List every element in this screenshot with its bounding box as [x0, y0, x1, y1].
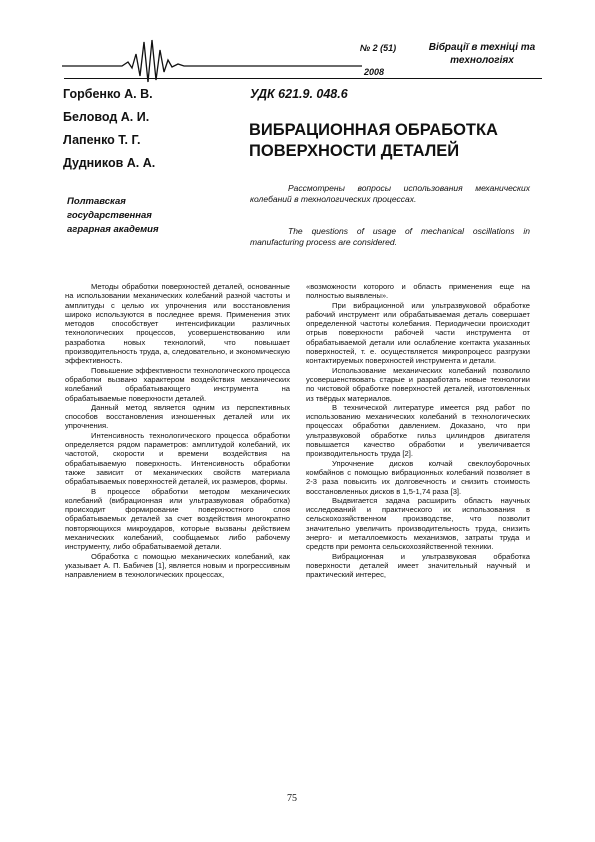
- abstract-russian: Рассмотрены вопросы использования механических колебаний в технологических процессах.: [250, 183, 530, 204]
- paragraph: Упрочнение дисков колчай свеклоуборочных комбайнов с помощью вибрационных колебаний позволяет в 2-3 раза повысить их долговечность и снизить стоимость восстановленных дисков в 1,5-1,74 раза [3].: [306, 458, 530, 496]
- body-column-left: [65, 282, 290, 580]
- paragraph: Интенсивность технологического процесса обработки определяется рядом параметров: амплитудой колебаний, их частотой, скорости и времени воздействия на обрабатываемую поверхность. Интенсивность обработки также зависит от механических свойств материала обрабатываемых поверхностей деталей, их размеров, формы.: [65, 430, 290, 487]
- paragraph: Данный метод является одним из перспективных способов восстановления изношенных деталей или их упрочнения.: [65, 402, 290, 431]
- udk-code: УДК 621.9. 048.6: [250, 87, 348, 101]
- abstract-english: The questions of usage of mechanical oscillations in manufacturing process are considered.: [250, 226, 530, 247]
- paragraph: Методы обработки поверхностей деталей, основанные на использовании механических колебаний разной частоты и амплитуды с целью их упрочнения или восстановления широко используются в последнее время. Применения этих методов способствует интенсификации различных технологических процессов, усовершенствованию или разработка новых технологий, что повышает производительность труда, а, следовательно, и экономическую эффективность.: [65, 282, 290, 366]
- issue-year: 2008: [364, 67, 385, 77]
- paragraph: Повышение эффективности технологического процесса обработки вызвано характером воздействия механических колебаний обрабатывающего инструмента на обрабатываемые поверхности деталей.: [65, 365, 290, 403]
- body-column-right: [306, 282, 530, 580]
- issue-number: № 2 (51): [359, 43, 397, 53]
- article-title: ВИБРАЦИОННАЯ ОБРАБОТКА ПОВЕРХНОСТИ ДЕТАЛЕЙ: [249, 121, 498, 160]
- author: Беловод А. И.: [63, 110, 150, 124]
- paragraph: Обработка с помощью механических колебаний, как указывает А. П. Бабичев [1], является новым и прогрессивным направлением в технологических процессах,: [65, 551, 290, 580]
- paragraph: При вибрационной или ультразвуковой обработке рабочий инструмент или обрабатываемая деталь совершает определенной частоты колебания. Периодически происходит отрыв поверхности рабочей части инструмента от обрабатываемой детали или ослабление контакта указанных поверхностей, т. е. осуществляется микропроцесс разгрузки контактируемых поверхностей инструмента и детали.: [306, 300, 530, 366]
- journal-name: Вібрації в техніці та технологіях: [428, 42, 536, 66]
- paragraph: В технической литературе имеется ряд работ по использованию механических колебаний в технологических процессах обработки давлением. Доказано, что при ультразвуковой обработке гильз цилиндров двигателя повышается качество обработки и увеличивается производительность труда [2].: [306, 402, 530, 459]
- page-number: 75: [287, 793, 297, 804]
- header-rule: [64, 78, 542, 79]
- paragraph: Вибрационная и ультразвуковая обработка поверхности деталей имеет значительный научный и практический интерес,: [306, 551, 530, 580]
- author: Лапенко Т. Г.: [63, 133, 141, 147]
- paragraph: Использование механических колебаний позволило усовершенствовать старые и разработать новые технологии по чистовой обработке поверхностей деталей, изготовленных из твёрдых материалов.: [306, 365, 530, 403]
- author: Дудников А. А.: [63, 156, 156, 170]
- paragraph: Выдвигается задача расширить область научных исследований и практического их использования в сельскохозяйственном производстве, что позволит значительно увеличить производительность труда, снизить энерго- и металлоемкость механизмов, затраты труда и средств при ремонта сельскохозяйственной техники.: [306, 495, 530, 552]
- paragraph: «возможности которого и область применения еще на полностью выявлены».: [306, 282, 530, 301]
- affiliation: Полтавская государственная аграрная академия: [67, 196, 159, 235]
- paragraph: В процессе обработки методом механических колебаний (вибрационная или ультразвуковая обработка) происходит формирование поверхностного слоя обрабатываемых деталей за счет воздействия многократно повторяющихся микроударов, которые вызваны действием механических колебаний, сообщаемых либо рабочему инструменту, либо обрабатываемой детали.: [65, 486, 290, 552]
- author: Горбенко А. В.: [63, 87, 153, 101]
- vibration-logo-icon: [62, 36, 362, 84]
- author-list: [63, 87, 155, 179]
